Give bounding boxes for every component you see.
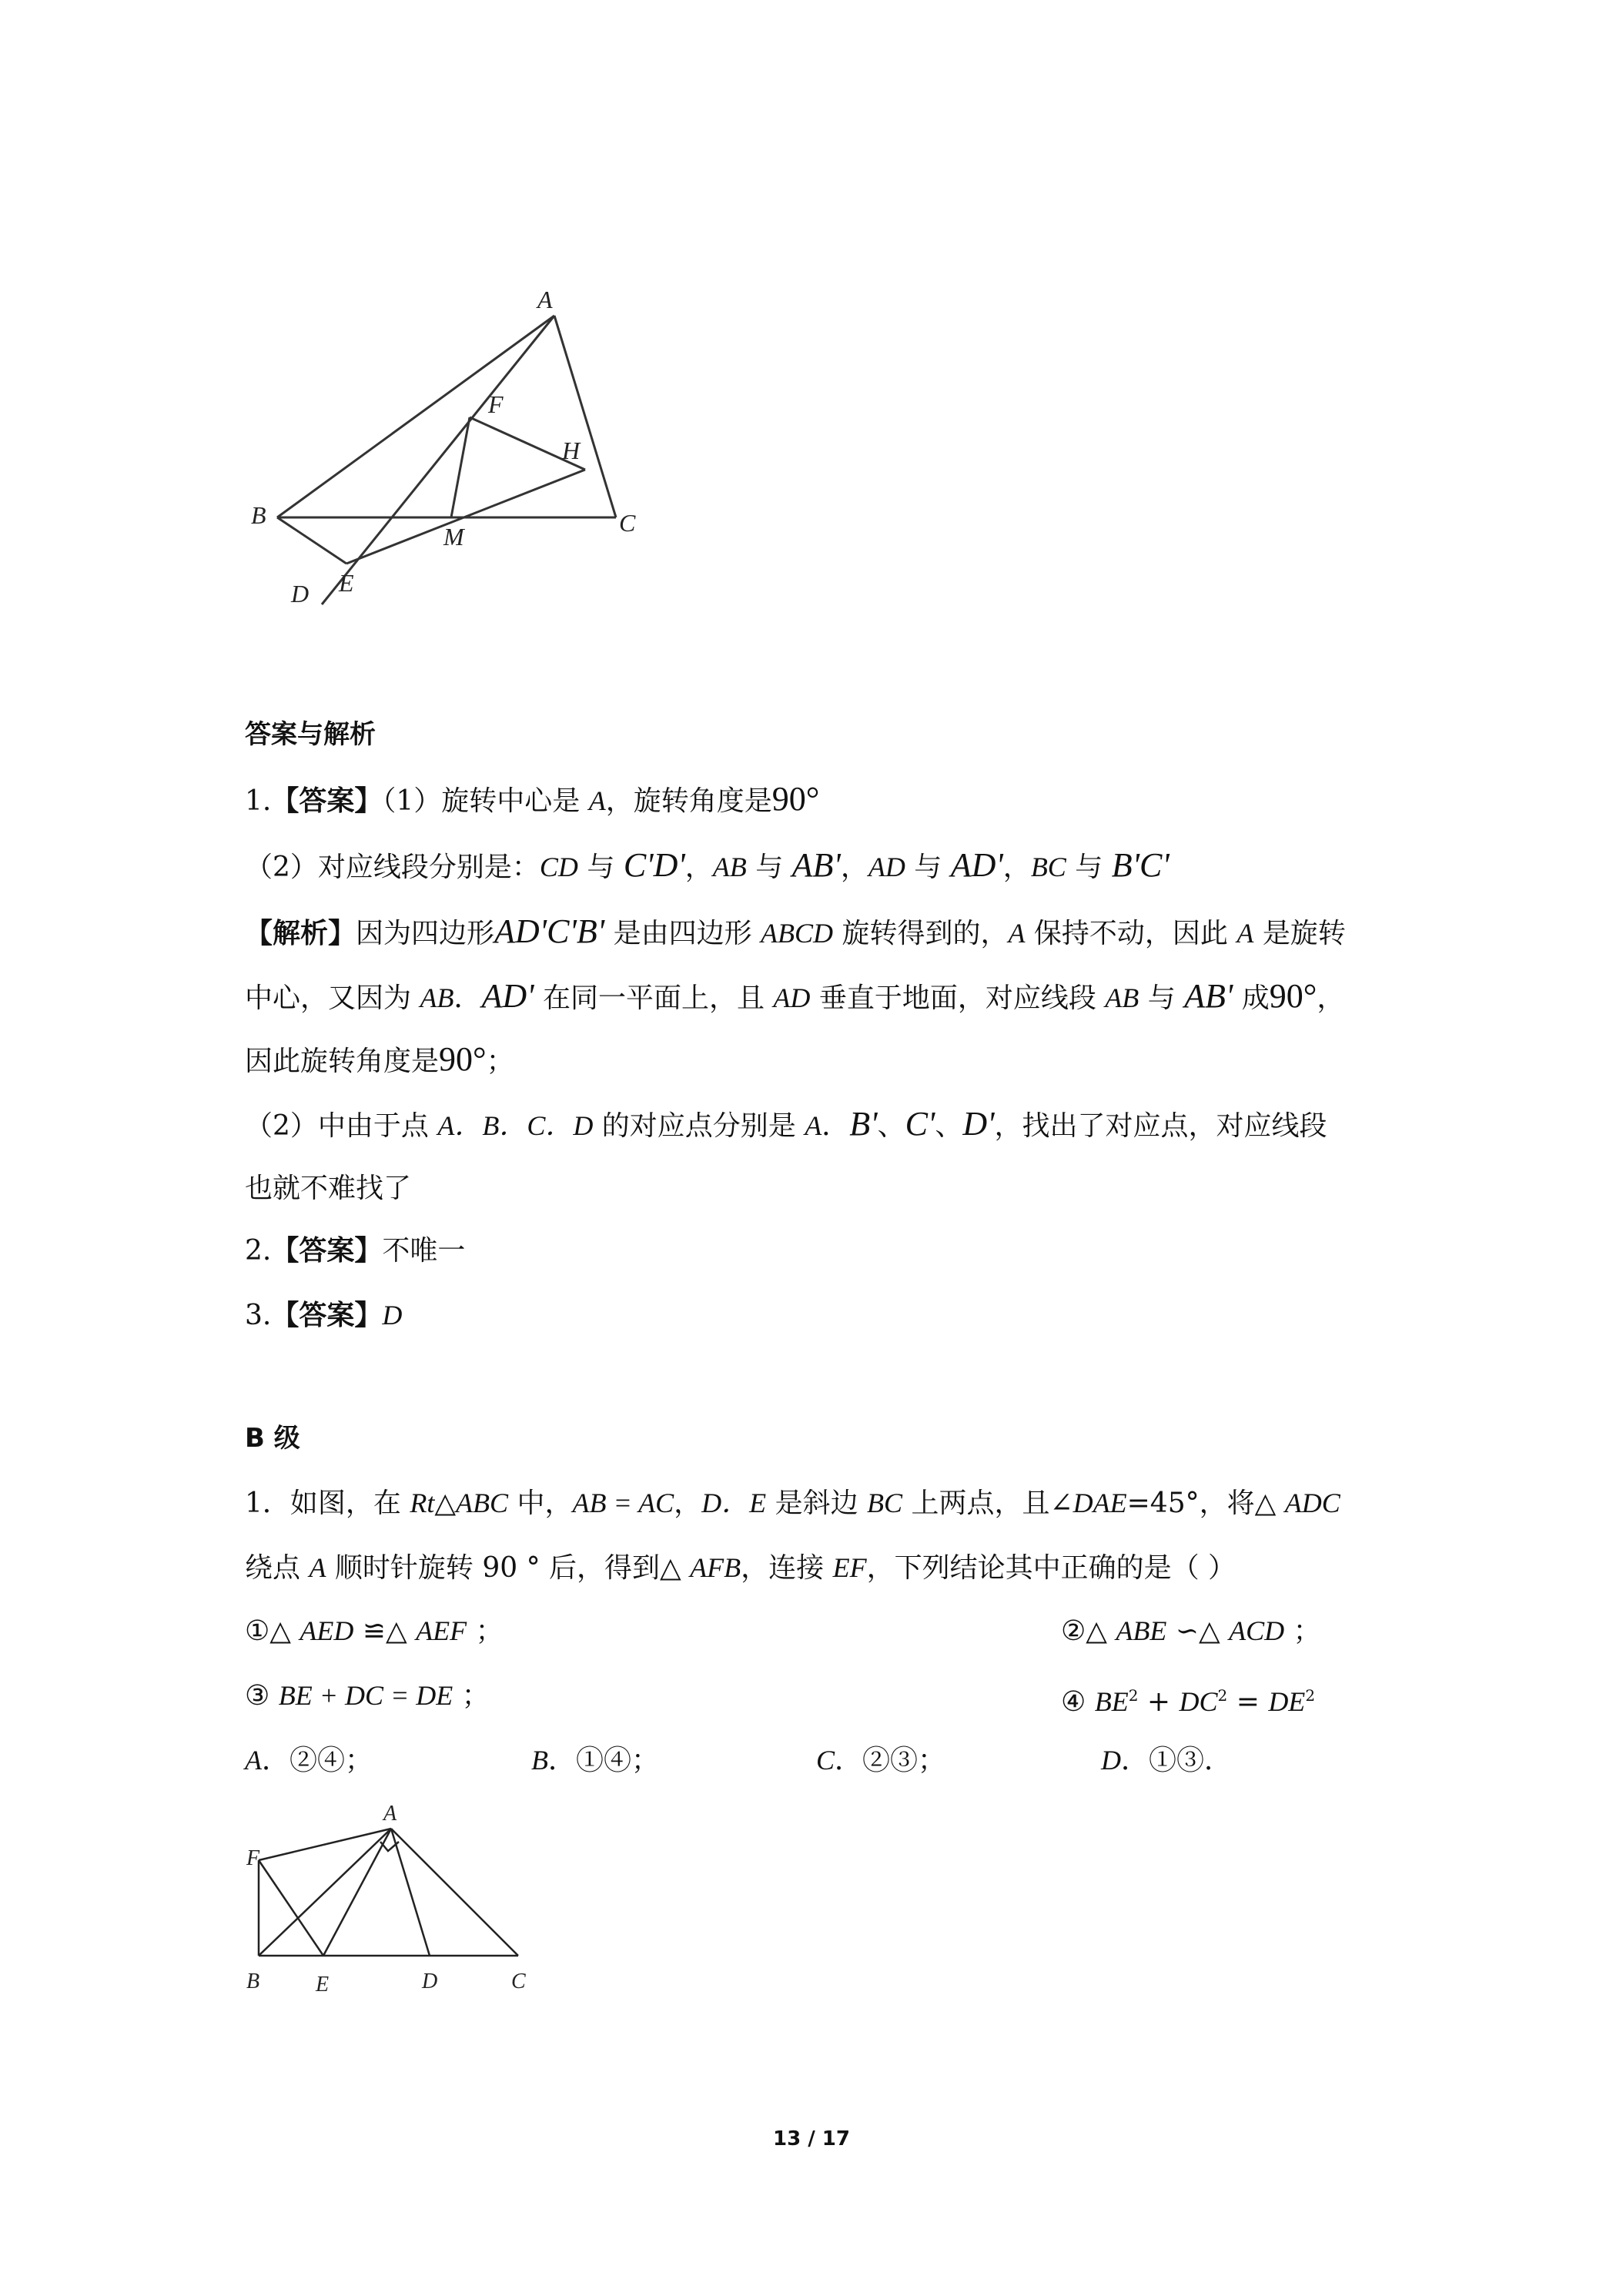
text: ， (840, 852, 868, 883)
var: C'D' (623, 846, 685, 884)
text: 成 (1233, 982, 1270, 1014)
var: BC (867, 1488, 903, 1518)
triangle-symbol: △ (434, 1488, 457, 1519)
text: 垂直于地面，对应线段 (810, 982, 1106, 1014)
label-D: D (422, 1970, 438, 1993)
text: 、 (877, 1110, 905, 1142)
text: ， (674, 1488, 702, 1519)
segment-FE (259, 1860, 323, 1956)
superscript: 2 (1305, 1686, 1316, 1705)
text: ． (453, 982, 482, 1014)
text: ④ (1061, 1686, 1095, 1718)
angle: 90° (1269, 977, 1317, 1015)
var: DC (1179, 1686, 1218, 1717)
text: 顺时针旋转 90 ° 后，得到△ (326, 1552, 691, 1584)
question-1-line-1 (245, 1484, 1400, 1522)
text: 与 (577, 852, 624, 883)
var: BC (1030, 852, 1066, 882)
text: 与 (746, 852, 792, 883)
text: 在同一平面上，且 (534, 982, 774, 1014)
text: 绕点 (245, 1552, 310, 1584)
var: DE (1268, 1686, 1306, 1717)
figure-rotation-diagram (246, 277, 678, 608)
analysis-line-2 (245, 978, 1400, 1017)
var: AD (773, 982, 811, 1013)
text: ∽△ (1166, 1615, 1230, 1647)
text: 中心，又因为 (245, 982, 420, 1014)
answer-tag: 【答案】 (271, 1299, 383, 1331)
angle: 90° (439, 1040, 487, 1078)
var: ADC (1284, 1488, 1340, 1518)
text: ③ (245, 1680, 279, 1712)
var: A (309, 1552, 326, 1583)
label-F: F (488, 390, 504, 418)
answer-1-line (245, 781, 1400, 820)
option-a[interactable] (245, 1742, 373, 1779)
var: A．B．C．D (437, 1110, 594, 1141)
text: （2）对应线段分别是： (245, 852, 540, 883)
option-letter: D (1101, 1745, 1121, 1776)
text: ，连接 (741, 1552, 833, 1584)
answer-2-line (245, 1232, 1400, 1270)
answer-tag: 【答案】 (271, 785, 383, 817)
var: ABCD (761, 918, 834, 949)
var: Rt (410, 1488, 435, 1518)
analysis-line-3 (245, 1041, 1400, 1080)
option-letter: B (531, 1745, 548, 1776)
text: 与 (1139, 982, 1185, 1014)
text: ， (1002, 852, 1031, 883)
text: ，找出了对应点，对应线段 (994, 1110, 1327, 1142)
text: 与 (1066, 852, 1112, 883)
text: 1．如图，在 (245, 1488, 410, 1519)
var: AED (300, 1615, 354, 1646)
option-text: ．②③； (835, 1745, 946, 1776)
analysis-tag: 【解析】 (245, 917, 356, 949)
segment-FA (259, 1829, 391, 1860)
text: （2）中由于点 (245, 1110, 438, 1142)
label-M: M (443, 523, 464, 551)
text: 与 (905, 852, 951, 883)
label-F: F (246, 1846, 260, 1870)
answer-3-line (245, 1297, 1400, 1334)
text: 保持不动，因此 (1025, 918, 1237, 949)
question-1-line-2 (245, 1549, 1400, 1587)
analysis-line-4 (245, 1106, 1400, 1145)
var: AB (1105, 982, 1139, 1013)
statement-2 (1061, 1612, 1321, 1650)
text: ； (453, 1680, 490, 1712)
label-A: A (537, 286, 553, 313)
text: ，旋转角度是 (605, 785, 772, 817)
angle: 90° (771, 780, 820, 818)
var: A (805, 1110, 822, 1141)
figure-triangle-rotation (245, 1802, 537, 1994)
option-c[interactable] (816, 1742, 945, 1779)
var: B'C' (1111, 846, 1170, 884)
var: CD (539, 852, 578, 882)
superscript: 2 (1217, 1686, 1228, 1705)
text: 旋转得到的， (833, 918, 1009, 949)
text: ①△ (245, 1615, 300, 1647)
option-letter: A (245, 1745, 262, 1776)
var: A (1236, 918, 1254, 949)
var: B' (849, 1105, 878, 1143)
var: AD' (481, 977, 534, 1015)
answer-number: 3. (245, 1300, 272, 1331)
var: BE (1094, 1686, 1129, 1717)
var: AB' (791, 846, 841, 884)
var: D' (962, 1105, 995, 1143)
segment-AB (259, 1829, 391, 1956)
label-E: E (339, 569, 354, 597)
var: D．E (701, 1488, 767, 1518)
var: ABE (1116, 1615, 1167, 1646)
text: = (1227, 1686, 1269, 1718)
text: ； (467, 1615, 504, 1647)
label-H: H (562, 437, 581, 464)
statement-3 (245, 1680, 490, 1712)
label-C: C (619, 509, 636, 537)
text: 因为四边形 (356, 918, 495, 949)
text: ②△ (1061, 1615, 1116, 1647)
statements-row-1 (245, 1612, 1400, 1650)
text: ， (1317, 982, 1345, 1014)
text: ≌△ (353, 1615, 417, 1647)
text: ． (822, 1110, 850, 1142)
var: AD (868, 852, 905, 882)
label-D: D (291, 580, 310, 607)
statement-4 (1061, 1677, 1315, 1721)
level-b-heading: B 级 (245, 1423, 300, 1454)
answer-tag: 【答案】 (271, 1234, 383, 1267)
var: AEF (416, 1615, 467, 1646)
label-E: E (316, 1973, 330, 1994)
analysis-line-5: 也就不难找了 (245, 1173, 412, 1204)
text: （1）旋转中心是 (382, 785, 589, 817)
superscript: 2 (1128, 1686, 1139, 1705)
var: AB (712, 852, 747, 882)
text: ，下列结论其中正确的是（ ） (866, 1552, 1236, 1584)
label-B: B (251, 501, 266, 529)
var: AD' (950, 846, 1003, 884)
answer-1-part2 (245, 847, 1400, 886)
option-letter: C (816, 1745, 835, 1776)
text: 、 (935, 1110, 963, 1142)
segment-AE (323, 1829, 391, 1956)
var: ACD (1229, 1615, 1285, 1646)
var: DAE (1073, 1488, 1127, 1518)
statements-row-2 (245, 1677, 1400, 1718)
text: 中， (508, 1488, 573, 1519)
var: AB' (1184, 977, 1233, 1015)
text: 因此旋转角度是 (245, 1046, 440, 1077)
segment-BE (277, 517, 346, 564)
equation: AB = AC (572, 1488, 674, 1518)
analysis-line-1 (245, 913, 1400, 952)
var: ABC (456, 1488, 509, 1518)
option-text: ．①④； (548, 1745, 660, 1776)
var: AB (420, 982, 454, 1013)
text: 的对应点分别是 (593, 1110, 805, 1142)
text: ； (486, 1046, 514, 1077)
option-text: ．①③． (1121, 1745, 1233, 1776)
text: =45°，将△ (1126, 1488, 1285, 1519)
text: ； (1284, 1615, 1321, 1647)
text: 是由四边形 (604, 918, 761, 949)
label-C: C (511, 1970, 526, 1993)
var: AFB (690, 1552, 741, 1583)
var: A (588, 785, 606, 816)
equation: BE + DC = DE (278, 1680, 453, 1711)
option-text: ．②④； (262, 1745, 373, 1776)
text: 是旋转 (1253, 918, 1346, 949)
option-d[interactable] (1101, 1742, 1232, 1779)
text: + (1138, 1686, 1180, 1718)
var: AD'C'B' (494, 912, 605, 950)
answer-number: 2. (245, 1235, 272, 1267)
answer-number: 1. (245, 785, 272, 817)
label-A: A (383, 1802, 397, 1826)
option-b[interactable] (531, 1742, 659, 1779)
segment-AC (554, 316, 616, 517)
text: ， (684, 852, 713, 883)
page-number: 13 / 17 (773, 2127, 850, 2150)
var: A (1008, 918, 1026, 949)
var: EF (832, 1552, 867, 1583)
text: 是斜边 (766, 1488, 868, 1519)
answer-text: D (382, 1300, 403, 1330)
var: C' (905, 1105, 935, 1143)
label-B: B (246, 1970, 260, 1993)
answer-text: 不唯一 (382, 1235, 466, 1267)
text: 上两点，且∠ (902, 1488, 1073, 1519)
section-title: 答案与解析 (245, 719, 376, 750)
statement-1 (245, 1615, 504, 1647)
